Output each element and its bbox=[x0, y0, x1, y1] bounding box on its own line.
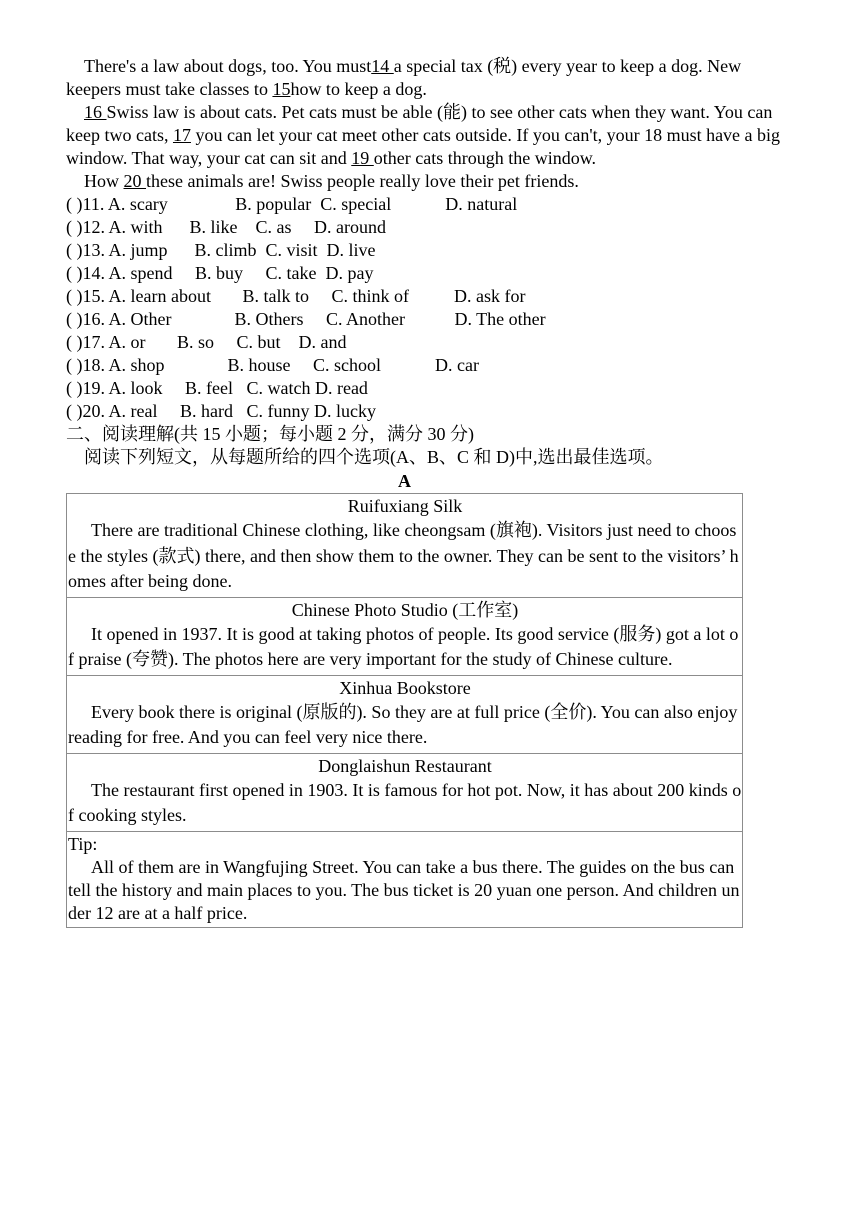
cloze-text: Swiss law is about cats. Pet cats must be able (能) to see other cats when they want. You can keep two cats, bbox=[66, 102, 773, 145]
tip-body: All of them are in Wangfujing Street. You can take a bus there. The guides on the bus can tell the history and main places to you. The bus ticket is 20 yuan one person. And children under 12 are at a half price. bbox=[68, 856, 740, 923]
ad-cell bbox=[67, 753, 743, 831]
ad-body: There are traditional Chinese clothing, like cheongsam (旗袍). Visitors just need to choose the styles (款式) there, and then show them to the owner. They can be sent to the visitors’ homes after being done. bbox=[68, 520, 739, 591]
question-20: ( )20. A. real B. hard C. funny D. lucky bbox=[66, 401, 376, 421]
ad-title: Chinese Photo Studio (工作室) bbox=[291, 599, 519, 620]
ad-title: Donglaishun Restaurant bbox=[318, 755, 492, 776]
ad-cell bbox=[67, 597, 743, 675]
question-14: ( )14. A. spend B. buy C. take D. pay bbox=[66, 263, 374, 283]
table-row bbox=[67, 597, 743, 675]
cloze-text: other cats through the window. bbox=[373, 148, 597, 168]
question-15: ( )15. A. learn about B. talk to C. think of D. ask for bbox=[66, 286, 526, 306]
ad-cell bbox=[67, 675, 743, 753]
cloze-paragraph-1 bbox=[66, 55, 796, 101]
ads-table bbox=[66, 493, 743, 928]
question-11: ( )11. A. scary B. popular C. special D. natural bbox=[66, 194, 518, 214]
cloze-text: these animals are! Swiss people really love their pet friends. bbox=[146, 171, 579, 191]
question-18: ( )18. A. shop B. house C. school D. car bbox=[66, 355, 479, 375]
section-instruction: 阅读下列短文，从每题所给的四个选项(A、B、C 和 D)中,选出最佳选项。 bbox=[84, 447, 664, 467]
cloze-text: you can let your cat meet other cats outside. If you can't, your 18 must have a big window. That way, your cat can sit and bbox=[66, 125, 781, 168]
ad-body: The restaurant first opened in 1903. It is famous for hot pot. Now, it has about 200 kinds of cooking styles. bbox=[68, 779, 742, 825]
table-row bbox=[67, 675, 743, 753]
blank-20: 20 bbox=[123, 171, 146, 191]
cloze-text: how to keep a dog. bbox=[290, 79, 427, 99]
question-17: ( )17. A. or B. so C. but D. and bbox=[66, 332, 347, 352]
blank-17: 17 bbox=[172, 125, 191, 145]
table-row bbox=[67, 753, 743, 831]
blank-19: 19 bbox=[351, 148, 374, 168]
ad-title: Xinhua Bookstore bbox=[339, 677, 471, 698]
ad-cell bbox=[67, 494, 743, 598]
question-13: ( )13. A. jump B. climb C. visit D. live bbox=[66, 240, 376, 260]
question-12: ( )12. A. with B. like C. as D. around bbox=[66, 217, 386, 237]
cloze-text: a special tax (税) every year to keep a dog. New keepers must take classes to bbox=[66, 56, 742, 99]
cloze-text: How bbox=[84, 171, 124, 191]
blank-16: 16 bbox=[84, 102, 107, 122]
tip-label: Tip: bbox=[68, 833, 98, 854]
question-16: ( )16. A. Other B. Others C. Another D. The other bbox=[66, 309, 546, 329]
question-19: ( )19. A. look B. feel C. watch D. read bbox=[66, 378, 368, 398]
table-row bbox=[67, 831, 743, 927]
blank-15: 15 bbox=[272, 79, 291, 99]
section-title: 二、阅读理解(共 15 小题；每小题 2 分，满分 30 分) bbox=[66, 424, 474, 444]
cloze-paragraph-2 bbox=[66, 101, 796, 170]
table-row bbox=[67, 494, 743, 598]
tip-cell bbox=[67, 831, 743, 927]
ad-body: It opened in 1937. It is good at taking photos of people. Its good service (服务) got a lot of praise (夸赞). The photos here are very important for the study of Chinese culture. bbox=[68, 623, 739, 669]
cloze-paragraph-3 bbox=[66, 170, 796, 193]
worksheet-page bbox=[66, 55, 796, 928]
blank-14: 14 bbox=[371, 56, 394, 76]
passage-letter: A bbox=[398, 471, 411, 491]
ad-title: Ruifuxiang Silk bbox=[347, 496, 463, 516]
ad-body: Every book there is original (原版的). So they are at full price (全价). You can also enjoy reading for free. And you can feel very nice there. bbox=[68, 701, 738, 747]
question-list bbox=[66, 193, 796, 423]
cloze-text: There's a law about dogs, too. You must bbox=[84, 56, 372, 76]
